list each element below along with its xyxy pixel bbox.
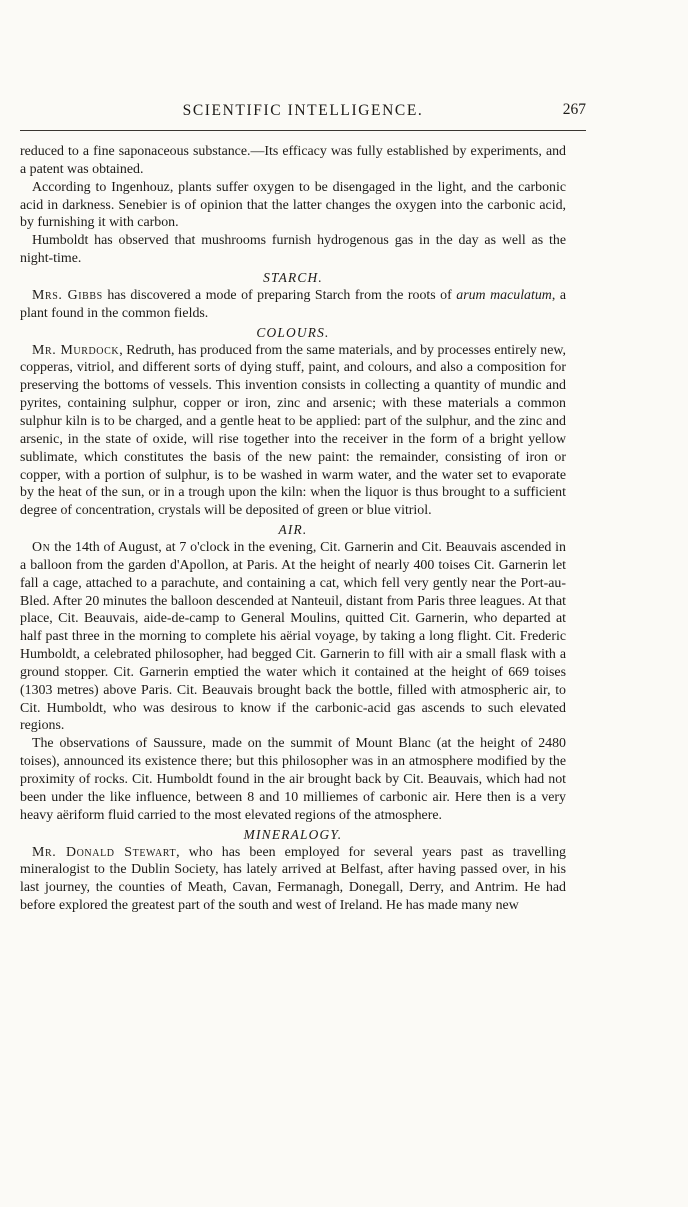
paragraph-saussure: The observations of Saussure, made on the summit of Mount Blanc (at the height of 2480 toises), announced its existence there; but this philosopher was in an atmosphere modified by the proximity of rocks. Cit. Humboldt found in the air brought back by Cit. Beauvais, which had not been under the like influence, between 8 and 10 milliemes of carbonic air. Here then is a very heavy aëriform fluid carried to the most elevated regions of the atmosphere. [20, 736, 566, 823]
starch-text-a: has discovered a mode of preparing Starch from the roots of [102, 287, 457, 303]
air-lead-word: On [32, 540, 51, 556]
paragraph-ingenhouz: According to Ingenhouz, plants suffer oxygen to be disengaged in the light, and the carbonic acid in darkness. Senebier is of opinion that the latter changes the oxygen into the carbonic acid, by furnishing it with carbon. [20, 179, 566, 231]
person-name-stewart: Mr. Donald Stewart [32, 844, 177, 860]
page-number: 267 [562, 101, 586, 118]
colours-text: , Redruth, has produced from the same materials, and by processes entirely new, copperas, vitriol, and different sorts of dying stuff, paint, and colours, and also a composition for preserving the bottoms of vessels. This invention consists in collecting a quantity of mundic and pyrites, containing sulphur, copper or iron, zinc and arsenic; with these materials a common sulphur kiln is to be charged, and a gentle heat to be applied: part of the sulphur, and the zinc and arsenic, in the state of oxide, will rise together into the receiver in the form of a bright yellow sublimate, which constitutes the basis of the new paint: the remainder, consisting of iron or copper, with a portion of sulphur, is to be washed in warm water, and the water set to evaporate by the heat of the sun, or in a trough upon the kiln: when the liquor is thus brought to a sufficient degree of concentration, crystals will be deposited of green or blue vitriol. [20, 342, 566, 519]
section-heading-starch: STARCH. [263, 269, 323, 285]
body-text [20, 143, 566, 915]
person-name-murdock: Mr. Murdock [32, 342, 120, 358]
paragraph-mineralogy [20, 844, 566, 915]
person-name-gibbs: Mrs. Gibbs [32, 287, 103, 303]
paragraph-saponaceous: reduced to a fine saponaceous substance.—Its efficacy was fully established by experiments, and a patent was obtained. [20, 144, 566, 177]
starch-text-b: , a plant found in the common fields. [20, 287, 566, 321]
paragraph-starch [20, 287, 566, 323]
plant-name: arum maculatum [456, 287, 552, 303]
header-rule [20, 130, 586, 131]
air-text: the 14th of August, at 7 o'clock in the evening, Cit. Garnerin and Cit. Beauvais ascended in a balloon from the garden d'Apollon, at Paris. At the height of nearly 400 toises Cit. Garnerin let fall a cage, attached to a parachute, and containing a cat, which fell very gently near the Port-au-Bled. After 20 minutes the balloon descended at Nanteuil, distant from Paris three leagues. At that place, Cit. Beauvais, aide-de-camp to General Moulins, quitted Cit. Garnerin, who departed at half past three in the morning to complete his aërial voyage, by taking a long flight. Cit. Frederic Humboldt, a celebrated philosopher, had begged Cit. Garnerin to fill with air a small flask with a ground stopper. Cit. Garnerin emptied the water which it contained at the height of 669 toises (1303 metres) above Paris. Cit. Beauvais brought back the bottle, filled with atmospheric air, to Cit. Humboldt, who was desirous to know if the carbonic-acid gas ascends to such elevated regions. [20, 540, 566, 734]
paragraph-humboldt-mushrooms: Humboldt has observed that mushrooms furnish hydrogenous gas in the day as well as the night-time. [20, 233, 566, 267]
running-head [20, 102, 586, 126]
running-title: SCIENTIFIC INTELLIGENCE. [182, 102, 424, 119]
paragraph-air [20, 539, 566, 735]
section-heading-colours: COLOURS. [256, 324, 330, 340]
paragraph-colours [20, 342, 566, 520]
mineralogy-text: , who has been employed for several years past as travelling mineralogist to the Dublin Society, has lately arrived at Belfast, after having passed over, in his last journey, the counties of Meath, Cavan, Fermanagh, Donegall, Derry, and Antrim. He had before explored the greatest part of the south and west of Ireland. He has made many new [20, 844, 566, 914]
section-heading-mineralogy: MINERALOGY. [243, 826, 343, 842]
section-heading-air: AIR. [278, 522, 308, 538]
